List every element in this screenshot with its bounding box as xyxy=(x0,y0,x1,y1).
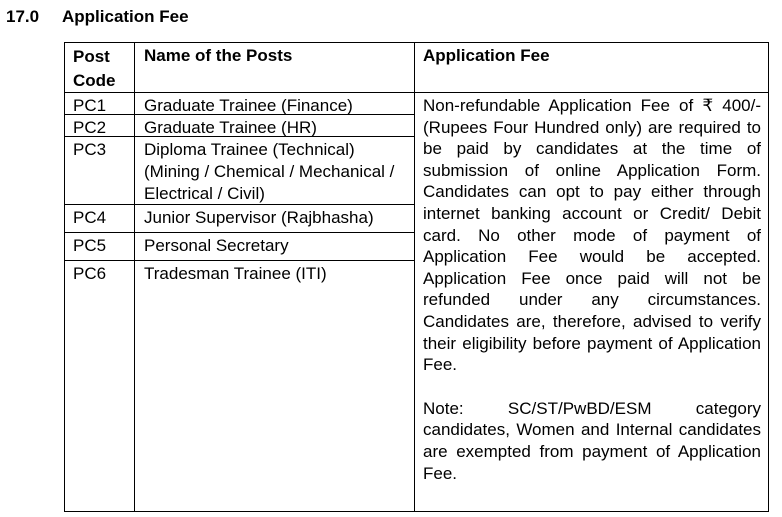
fee-note: Note: SC/ST/PwBD/ESM category candidates, Women and Internal candidates are exempted from payment of Application Fee. xyxy=(423,398,761,483)
fee-paragraph: Non-refundable Application Fee of ₹ 400/- (Rupees Four Hundred only) are required to be paid by candidates at the time of submission of online Application Form. Candidates can opt to pay either through internet banking account or Credit/ Debit card. No other mode of payment of Application Fee would be accepted. Application Fee once paid will not be refunded under any circumstances. Candidates are, therefore, advised to verify their eligibility before payment of Application Fee. xyxy=(423,96,761,375)
section-title: Application Fee xyxy=(62,7,189,26)
post-code-cell: PC4 xyxy=(73,208,107,227)
post-code-cell: PC6 xyxy=(73,264,107,283)
post-name-cell: Tradesman Trainee (ITI) xyxy=(144,264,327,283)
post-name-cell: Personal Secretary xyxy=(144,236,289,255)
post-code-cell: PC1 xyxy=(73,96,107,115)
post-name-cell: Diploma Trainee (Technical) (Mining / Chemical / Mechanical / Electrical / Civil) xyxy=(144,140,395,203)
post-name-cell: Graduate Trainee (HR) xyxy=(144,118,317,137)
header-divider xyxy=(65,92,768,93)
post-code-cell: PC5 xyxy=(73,236,107,255)
header-application-fee: Application Fee xyxy=(423,46,550,65)
column-divider xyxy=(414,43,415,511)
header-post-code: Post Code xyxy=(73,47,116,90)
post-name-cell: Graduate Trainee (Finance) xyxy=(144,96,353,115)
header-name-of-posts: Name of the Posts xyxy=(144,46,293,65)
post-code-cell: PC3 xyxy=(73,140,107,159)
post-name-cell: Junior Supervisor (Rajbhasha) xyxy=(144,208,374,227)
application-fee-table xyxy=(64,42,769,512)
row-divider xyxy=(65,232,414,233)
post-code-cell: PC2 xyxy=(73,118,107,137)
fee-description-cell xyxy=(423,95,761,484)
row-divider xyxy=(65,260,414,261)
section-number: 17.0 xyxy=(6,7,40,26)
section-heading xyxy=(6,7,189,27)
